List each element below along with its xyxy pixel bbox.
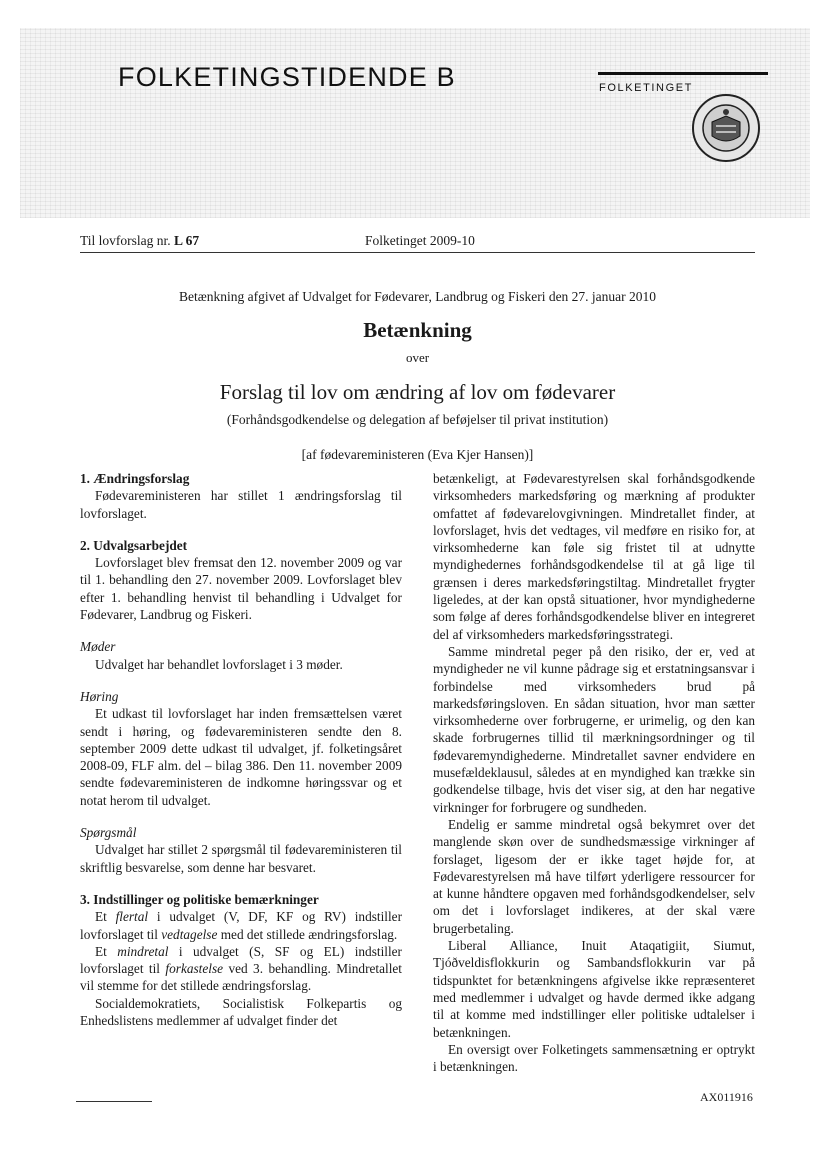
document-id: AX011916 [700, 1090, 753, 1104]
worry-paragraph: Endelig er samme mindretal også bekymret over det manglende skøn over de sundhedsmæssige virkninger af forslaget, ligesom der er ikke taget højde for, at Fødevarestyrelsen må have tilført yderligere ressourcer for at kunne håndtere opgaven med forhåndsgodkendelser, selv om det i lovforslaget indikeres, at der skal være brugerbetaling. [433, 816, 755, 936]
risk-paragraph: Samme mindretal peger på den risiko, der er, ved at myndigheder ne vil kunne pådrage sig et erstatningsansvar i forbindelse med virksomheders brud på markedsføringsloven. En sådan situation, hvor man sætter virksomhederne over forbrugerne, er urimelig, og den kan skade forbrugernes tillid til mærkningsordninger og til fødevaremyndighederne. Mindretallet savner endvidere en musefældeklausul, således at en myndighed kan trække sin godkendelse tilbage, hvis det viser sig, at den har negative virkninger for forbrugere og sundheden. [433, 643, 755, 815]
horing-text: Et udkast til lovforslaget har inden fremsættelsen været sendt i høring, og fødevareministeren sendte den 8. september 2009 dette udkast til udvalget, jf. folketingsåret 2008-09, FLF alm. del – bilag 386. Den 11. november 2009 sendte fødevareministeren de indkomne høringssvar og et notat herom til udvalget. [80, 706, 402, 808]
horing-heading: Høring [80, 688, 119, 704]
section-2-text: Lovforslaget blev fremsat den 12. november 2009 og var til 1. behandling den 27. november 2009. Lovforslaget blev efter 1. behandling henvist til behandling i Udvalget for Fødevarer, Landbrug og Fiskeri. [80, 555, 402, 623]
header-rule [80, 252, 755, 253]
section-1-heading: 1. Ændringsforslag [80, 471, 190, 486]
mindretal-paragraph: Et mindretal i udvalget (S, SF og EL) indstiller lovforslaget til forkastelse ved 3. behandling. Mindretallet vil stemme for det stillede ændringsforslag. [80, 943, 402, 994]
section-2-heading: 2. Udvalgsarbejdet [80, 537, 188, 553]
flertal-paragraph: Et flertal i udvalget (V, DF, KF og RV) indstiller lovforslaget til vedtagelse med det stillede ændringsforslag. [80, 909, 402, 942]
sporgsmal-text: Udvalget har stillet 2 spørgsmål til fødevareministeren til skriftlig besvarelse, som denne har besvaret. [80, 842, 402, 875]
moder-text: Udvalget har behandlet lovforslaget i 3 møder. [95, 656, 343, 672]
delivery-note: Betænkning afgivet af Udvalget for Fødevarer, Landbrug og Fiskeri den 27. januar 2010 [178, 289, 657, 304]
institution-rule [598, 72, 768, 75]
section-3-heading: 3. Indstillinger og politiske bemærkninger [80, 891, 319, 907]
publication-title: FOLKETINGSTIDENDE B [118, 62, 456, 92]
session-label: Folketinget 2009-10 [365, 233, 475, 248]
over-label: over [405, 350, 430, 365]
folketinget-seal-icon [690, 92, 762, 164]
bill-title: Forslag til lov om ændring af lov om fødevarer [219, 380, 616, 404]
institution-label: FOLKETINGET [599, 82, 693, 94]
bill-subtitle: (Forhåndsgodkendelse og delegation af beføjelser til privat institution) [226, 412, 609, 427]
overview-paragraph: En oversigt over Folketingets sammensætning er optrykt i betænkningen. [433, 1041, 755, 1075]
moder-heading: Møder [80, 639, 116, 655]
section-1-text: Fødevareministeren har stillet 1 ændringsforslag til lovforslaget. [80, 488, 402, 521]
right-column [433, 470, 755, 1075]
socdem-paragraph: Socialdemokratiets, Socialistisk Folkepartis og Enhedslistens medlemmer af udvalget finder det [80, 995, 402, 1029]
sporgsmal-heading: Spørgsmål [80, 825, 137, 841]
document-title: Betænkning [363, 318, 472, 342]
bill-reference: Til lovforslag nr. L 67 [80, 233, 200, 248]
parties-paragraph: Liberal Alliance, Inuit Ataqatigiit, Siumut, Tjóðveldisflokkurin og Sambandsflokkurin var på tidspunktet for betænkningens afgivelse ikke repræsenteret med medlemmer i udvalget og havde dermed ikke adgang til at komme med indstillinger eller politiske udtalelser i betænkningen. [433, 938, 755, 1040]
left-column [80, 470, 402, 1029]
bill-number: L 67 [174, 233, 200, 248]
footer-rule [76, 1101, 152, 1102]
socdem-paragraph-continued: betænkeligt, at Fødevarestyrelsen skal forhåndsgodkende virksomheders markedsføring og mærkning af produkter omfattet af fødevarelovgivningen. Mindretallet finder, at lovforslaget, hvis det vedtages, vil medføre en risiko for, at virksomhederne kan føle sig fristet til at udnytte myndighedernes forhåndsgodkendelse til at gå lige til grænsen i deres markedsføringstiltag. Mindretallet frygter ligeledes, at der kan opstå situationer, hvor myndighederne som følge af deres forhåndsgodkendelse bliver en integreret del af virksomheders markedsføringsstrategi. [433, 471, 755, 642]
minister-line: [af fødevareministeren (Eva Kjer Hansen)] [301, 447, 534, 462]
